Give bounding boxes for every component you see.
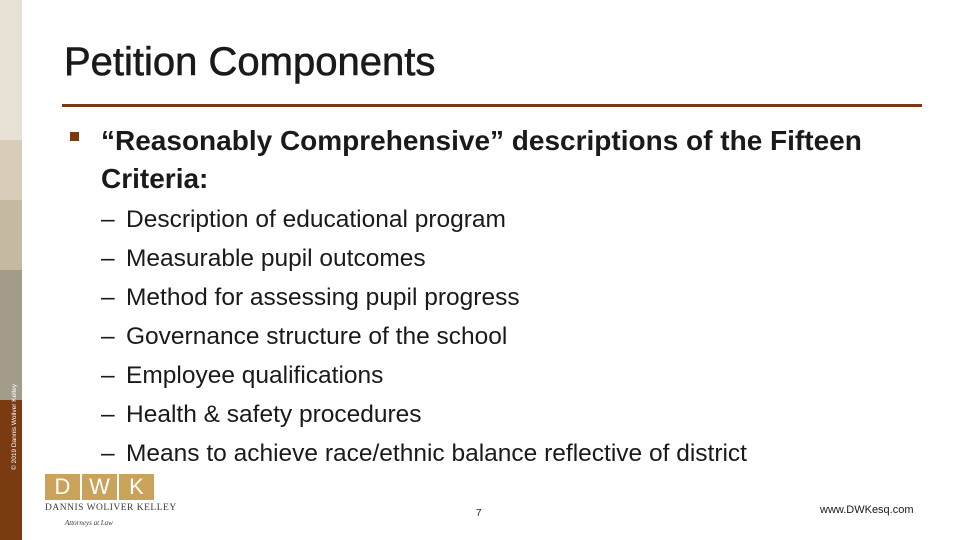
dwk-logo [45, 474, 175, 536]
strip-segment [0, 0, 22, 140]
title-divider [62, 104, 922, 107]
list-item-text: Health & safety procedures [126, 401, 422, 428]
criteria-list [101, 200, 747, 473]
list-item [101, 395, 747, 434]
dash-icon: – [101, 362, 115, 389]
dash-icon: – [101, 401, 115, 428]
list-item [101, 278, 747, 317]
strip-segment [0, 270, 22, 400]
strip-segment [0, 200, 22, 270]
list-item-text: Method for assessing pupil progress [126, 284, 520, 311]
list-item-text: Measurable pupil outcomes [126, 245, 426, 272]
logo-firm-name: DANNIS WOLIVER KELLEY [45, 503, 177, 513]
list-item-text: Governance structure of the school [126, 323, 508, 350]
list-item-text: Means to achieve race/ethnic balance reflective of district [126, 440, 747, 467]
list-item-text: Employee qualifications [126, 362, 384, 389]
dash-icon: – [101, 206, 115, 233]
logo-letter-k: K [119, 474, 154, 500]
dash-icon: – [101, 245, 115, 272]
dash-icon: – [101, 323, 115, 350]
dash-icon: – [101, 440, 115, 467]
list-item [101, 317, 747, 356]
copyright-text: © 2019 Dannis Woliver Kelley [11, 384, 18, 470]
slide-title: Petition Components [64, 40, 436, 84]
dash-icon: – [101, 284, 115, 311]
list-item [101, 239, 747, 278]
square-bullet-icon [70, 132, 79, 141]
main-bullet-text: “Reasonably Comprehensive” descriptions of the Fifteen Criteria: [101, 125, 862, 194]
logo-tagline: Attorneys at Law [65, 519, 113, 527]
list-item [101, 356, 747, 395]
list-item [101, 200, 747, 239]
list-item-text: Description of educational program [126, 206, 506, 233]
page-number: 7 [476, 508, 482, 519]
logo-letter-w: W [82, 474, 117, 500]
logo-letters [45, 474, 156, 500]
strip-segment [0, 140, 22, 200]
list-item [101, 434, 747, 473]
logo-letter-d: D [45, 474, 80, 500]
decorative-side-strip [0, 0, 22, 540]
website-link[interactable]: www.DWKesq.com [820, 504, 914, 516]
